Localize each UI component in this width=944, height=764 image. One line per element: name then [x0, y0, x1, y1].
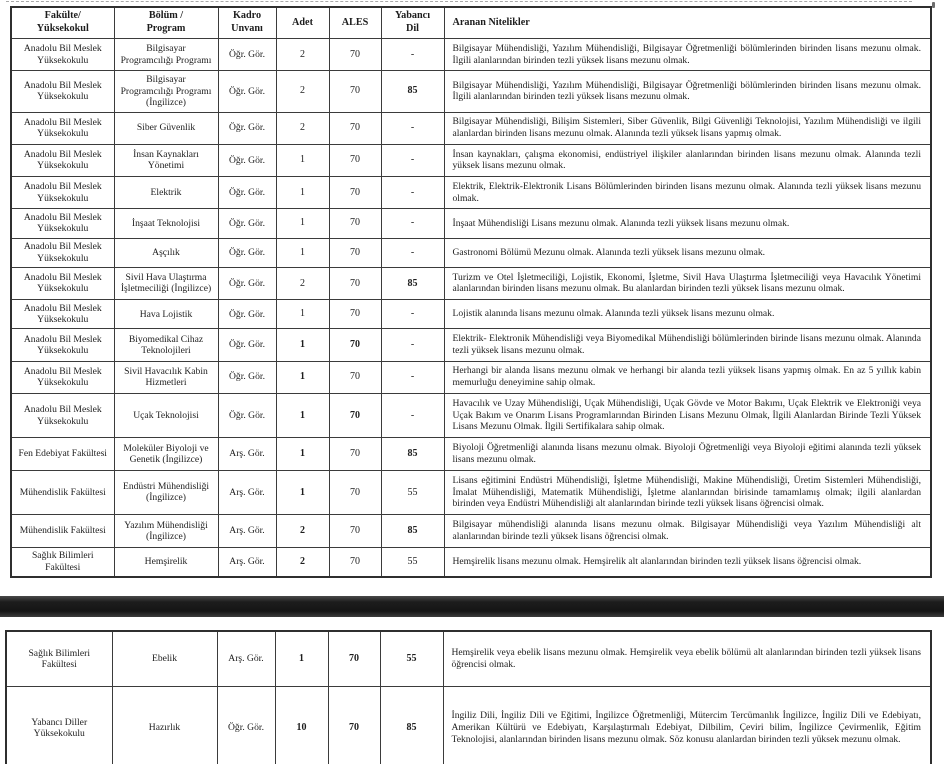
col-header-program: Bölüm / Program [114, 7, 218, 39]
table-row [11, 300, 931, 329]
cell-adet: 1 [276, 176, 329, 208]
table-row [6, 687, 931, 764]
cell-program: Yazılım Mühendisliği (İngilizce) [114, 515, 218, 547]
cell-program: Hazırlık [112, 687, 217, 764]
cell-title: Öğr. Gör. [218, 112, 276, 144]
cell-faculty: Anadolu Bil Meslek Yüksekokulu [11, 361, 114, 393]
cell-faculty: Sağlık Bilimleri Fakültesi [6, 631, 112, 687]
cell-ales: 70 [329, 470, 381, 515]
cell-ales: 70 [329, 300, 381, 329]
cell-ales: 70 [329, 438, 381, 470]
col-header-dil: Yabancı Dil [381, 7, 444, 39]
cell-faculty: Fen Edebiyat Fakültesi [11, 438, 114, 470]
col-header-adet: Adet [276, 7, 329, 39]
cell-faculty: Anadolu Bil Meslek Yüksekokulu [11, 39, 114, 71]
cell-nitelik: Elektrik, Elektrik-Elektronik Lisans Bölümlerinden birinden lisans mezunu olmak. Alanında tezli yüksek lisans mezunu olmak. [444, 176, 931, 208]
cell-title: Öğr. Gör. [218, 39, 276, 71]
table-row [11, 438, 931, 470]
scan-artifact-dot [932, 2, 935, 8]
cell-nitelik: Bilgisayar Mühendisliği, Yazılım Mühendisliği, Bilgisayar Öğretmenliği bölümlerinden birinden lisans mezunu olmak. İlgili alanlarından birinden tezli yüksek lisans mezunu olmak. [444, 39, 931, 71]
cell-program: Sivil Hava Ulaştırma İşletmeciliği (İngilizce) [114, 267, 218, 299]
cell-title: Arş. Gör. [218, 515, 276, 547]
cell-dil: 55 [380, 631, 443, 687]
table-row [11, 329, 931, 361]
cell-program: Aşçılık [114, 238, 218, 267]
cell-adet: 2 [276, 39, 329, 71]
cell-program: Sivil Havacılık Kabin Hizmetleri [114, 361, 218, 393]
cell-title: Arş. Gör. [218, 547, 276, 577]
cell-dil: - [381, 39, 444, 71]
table-row [11, 361, 931, 393]
cell-nitelik: İngiliz Dili, İngiliz Dili ve Eğitimi, İngilizce Öğretmenliği, Mütercim Tercümanlık İngilizce, İngiliz Dili ve Edebiyatı, Amerikan Kültürü ve Edebiyatı, Karşılaştırmalı Edebiyat, Dilbilim, Çeviri bilim, İngilizce Çevirmenlik, Eğitim Teknolojisi, alanlarından birinden lisans mezunu olmak. Söz konusu alanlardan birinden tezli yüksek mezunu olmak. [443, 687, 931, 764]
cell-program: Biyomedikal Cihaz Teknolojileri [114, 329, 218, 361]
cell-faculty: Mühendislik Fakültesi [11, 515, 114, 547]
cell-adet: 1 [276, 144, 329, 176]
cell-adet: 1 [276, 329, 329, 361]
cell-title: Öğr. Gör. [218, 144, 276, 176]
cell-dil: - [381, 209, 444, 238]
cell-ales: 70 [329, 144, 381, 176]
cell-nitelik: İnşaat Mühendisliği Lisans mezunu olmak. Alanında tezli yüksek lisans mezunu olmak. [444, 209, 931, 238]
cell-ales: 70 [329, 329, 381, 361]
cell-program: Hava Lojistik [114, 300, 218, 329]
cell-title: Öğr. Gör. [218, 329, 276, 361]
cell-faculty: Anadolu Bil Meslek Yüksekokulu [11, 238, 114, 267]
cell-faculty: Anadolu Bil Meslek Yüksekokulu [11, 267, 114, 299]
cell-title: Öğr. Gör. [217, 687, 275, 764]
cell-program: İnşaat Teknolojisi [114, 209, 218, 238]
cell-ales: 70 [329, 39, 381, 71]
cell-faculty: Anadolu Bil Meslek Yüksekokulu [11, 112, 114, 144]
cell-dil: 85 [381, 71, 444, 112]
cell-dil: - [381, 112, 444, 144]
cell-ales: 70 [329, 209, 381, 238]
positions-table-page1 [10, 6, 932, 578]
cell-program: Endüstri Mühendisliği (İngilizce) [114, 470, 218, 515]
cell-adet: 2 [276, 267, 329, 299]
cell-dil: 55 [381, 470, 444, 515]
col-header-faculty: Fakülte/ Yüksekokul [11, 7, 114, 39]
cell-adet: 1 [276, 300, 329, 329]
cell-ales: 70 [329, 393, 381, 438]
positions-table-page2 [5, 630, 932, 764]
cell-title: Öğr. Gör. [218, 361, 276, 393]
table-row [11, 209, 931, 238]
cell-dil: 85 [381, 515, 444, 547]
cell-adet: 1 [276, 438, 329, 470]
cell-title: Öğr. Gör. [218, 71, 276, 112]
cell-faculty: Anadolu Bil Meslek Yüksekokulu [11, 209, 114, 238]
cell-ales: 70 [328, 687, 380, 764]
table-row [11, 71, 931, 112]
table-row [11, 238, 931, 267]
cell-ales: 70 [329, 361, 381, 393]
cell-faculty: Anadolu Bil Meslek Yüksekokulu [11, 176, 114, 208]
cell-dil: - [381, 329, 444, 361]
cell-dil: - [381, 361, 444, 393]
cell-dil: 55 [381, 547, 444, 577]
cell-nitelik: Hemşirelik veya ebelik lisans mezunu olmak. Hemşirelik veya ebelik bölümü alt alanlarından birinden tezli yüksek lisans öğrencisi olmak. [443, 631, 931, 687]
cell-adet: 1 [275, 631, 328, 687]
table-row [11, 547, 931, 577]
cell-faculty: Mühendislik Fakültesi [11, 470, 114, 515]
cell-ales: 70 [329, 112, 381, 144]
cell-nitelik: Elektrik- Elektronik Mühendisliği veya Biyomedikal Mühendisliği bölümlerinden birinde lisans mezunu olmak. Alanında tezli yüksek lisans mezunu olmak. [444, 329, 931, 361]
cell-adet: 1 [276, 238, 329, 267]
cell-faculty: Anadolu Bil Meslek Yüksekokulu [11, 300, 114, 329]
cell-adet: 10 [275, 687, 328, 764]
cell-adet: 1 [276, 209, 329, 238]
table-row [11, 515, 931, 547]
cell-faculty: Anadolu Bil Meslek Yüksekokulu [11, 393, 114, 438]
cell-dil: 85 [381, 267, 444, 299]
cell-ales: 70 [328, 631, 380, 687]
cell-nitelik: İnsan kaynakları, çalışma ekonomisi, endüstriyel ilişkiler alanlarından birinden lisans mezunu olmak. Alanında tezli yüksek lisans mezunu olmak. [444, 144, 931, 176]
cell-ales: 70 [329, 515, 381, 547]
cell-ales: 70 [329, 176, 381, 208]
cell-nitelik: Bilgisayar Mühendisliği, Yazılım Mühendisliği, Bilgisayar Öğretmenliği bölümlerinden birinden lisans mezunu olmak. İlgili alanlarından birinden tezli yüksek lisans mezunu olmak. [444, 71, 931, 112]
cell-ales: 70 [329, 238, 381, 267]
cell-nitelik: Lojistik alanında lisans mezunu olmak. Alanında tezli yüksek lisans mezunu olmak. [444, 300, 931, 329]
cell-dil: - [381, 300, 444, 329]
table-row [6, 631, 931, 687]
cell-title: Öğr. Gör. [218, 393, 276, 438]
cell-adet: 1 [276, 361, 329, 393]
cell-adet: 2 [276, 515, 329, 547]
cell-nitelik: Bilgisayar Mühendisliği, Bilişim Sistemleri, Siber Güvenlik, Bilgi Güvenliği Teknolojisi, Yazılım Mühendisliği ve ilgili alanlardan birinden lisans mezunu olmak. Alanında tezli yüksek lisans yapmış olmak. [444, 112, 931, 144]
table-row [11, 470, 931, 515]
cell-title: Arş. Gör. [218, 470, 276, 515]
cell-program: Elektrik [114, 176, 218, 208]
cell-dil: - [381, 238, 444, 267]
cell-dil: 85 [381, 438, 444, 470]
cell-nitelik: Herhangi bir alanda lisans mezunu olmak ve herhangi bir alanda tezli yüksek lisans yapmış olmak. En az 5 yıllık kabin memurluğu deneyimine sahip olmak. [444, 361, 931, 393]
cell-program: Hemşirelik [114, 547, 218, 577]
cell-title: Arş. Gör. [218, 438, 276, 470]
cell-program: Bilgisayar Programcılığı Programı [114, 39, 218, 71]
cell-dil: - [381, 176, 444, 208]
table-header-row [11, 7, 931, 39]
cell-nitelik: Bilgisayar mühendisliği alanında lisans mezunu olmak. Bilgisayar Mühendisliği veya Yazılım Mühendisliği alt alanlarından birinde tezli yüksek lisans öğrencisi olmak. [444, 515, 931, 547]
cell-faculty: Anadolu Bil Meslek Yüksekokulu [11, 71, 114, 112]
cell-title: Öğr. Gör. [218, 267, 276, 299]
table-row [11, 393, 931, 438]
table-row [11, 39, 931, 71]
col-header-nitelik: Aranan Nitelikler [444, 7, 931, 39]
cell-adet: 1 [276, 393, 329, 438]
cell-ales: 70 [329, 267, 381, 299]
cell-dil: - [381, 393, 444, 438]
scan-artifact-line [6, 1, 912, 2]
cell-faculty: Anadolu Bil Meslek Yüksekokulu [11, 329, 114, 361]
col-header-ales: ALES [329, 7, 381, 39]
cell-nitelik: Biyoloji Öğretmenliği alanında lisans mezunu olmak. Biyoloji Öğretmenliği veya Biyoloji eğitimi alanında tezli yüksek lisans mezunu olmak. [444, 438, 931, 470]
cell-title: Öğr. Gör. [218, 209, 276, 238]
cell-dil: 85 [380, 687, 443, 764]
cell-nitelik: Havacılık ve Uzay Mühendisliği, Uçak Mühendisliği, Uçak Gövde ve Motor Bakımı, Uçak Elektrik ve Elektroniği veya Uçak Bakım ve Onarım Lisans Programlarından Birinden Lisans Mezunu Olmak, İlgili Alanlardan Birinde Tezli Yüksek Lisans Mezunu Olmak. İlgili Sertifikalara sahip olmak. [444, 393, 931, 438]
cell-title: Öğr. Gör. [218, 176, 276, 208]
cell-nitelik: Gastronomi Bölümü Mezunu olmak. Alanında tezli yüksek lisans mezunu olmak. [444, 238, 931, 267]
cell-adet: 1 [276, 470, 329, 515]
cell-nitelik: Hemşirelik lisans mezunu olmak. Hemşirelik alt alanlarından birinden tezli yüksek lisans öğrencisi olmak. [444, 547, 931, 577]
col-header-title: Kadro Unvanı [218, 7, 276, 39]
table-row [11, 267, 931, 299]
cell-program: Ebelik [112, 631, 217, 687]
table-row [11, 112, 931, 144]
cell-title: Öğr. Gör. [218, 300, 276, 329]
cell-dil: - [381, 144, 444, 176]
cell-program: Uçak Teknolojisi [114, 393, 218, 438]
cell-title: Arş. Gör. [217, 631, 275, 687]
cell-faculty: Yabancı Diller Yüksekokulu [6, 687, 112, 764]
cell-ales: 70 [329, 547, 381, 577]
cell-program: Bilgisayar Programcılığı Programı (İngilizce) [114, 71, 218, 112]
table-row [11, 144, 931, 176]
cell-program: İnsan Kaynakları Yönetimi [114, 144, 218, 176]
cell-faculty: Anadolu Bil Meslek Yüksekokulu [11, 144, 114, 176]
cell-faculty: Sağlık Bilimleri Fakültesi [11, 547, 114, 577]
cell-program: Siber Güvenlik [114, 112, 218, 144]
cell-nitelik: Lisans eğitimini Endüstri Mühendisliği, İşletme Mühendisliği, Makine Mühendisliği, Üretim Sistemleri Mühendisliği, İmalat Mühendisliği, Matematik Mühendisliği, İşletme alanlarından birisinde tamamlamış olmak; ilgili alanlardan birinden veya Endüstri Mühendisliği alt alanlarından birinde tezli yüksek lisans öğrencisi olmak. [444, 470, 931, 515]
cell-ales: 70 [329, 71, 381, 112]
cell-program: Moleküler Biyoloji ve Genetik (İngilizce) [114, 438, 218, 470]
cell-title: Öğr. Gör. [218, 238, 276, 267]
cell-adet: 2 [276, 547, 329, 577]
table-row [11, 176, 931, 208]
cell-adet: 2 [276, 112, 329, 144]
cell-adet: 2 [276, 71, 329, 112]
cell-nitelik: Turizm ve Otel İşletmeciliği, Lojistik, Ekonomi, İşletme, Sivil Hava Ulaştırma İşletmeciliği veya Havacılık Yönetimi alanlarından birinden lisans mezunu olmak. Bu alanlardan birinden tezli yüksek lisans mezunu olmak. [444, 267, 931, 299]
page-separator-band [0, 596, 944, 617]
